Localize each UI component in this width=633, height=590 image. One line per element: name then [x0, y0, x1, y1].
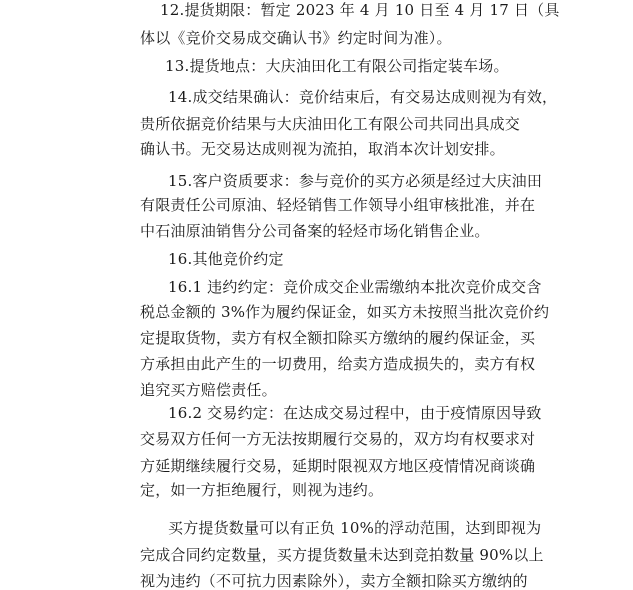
text-line-result-confirmation: 14.成交结果确认：竞价结束后，有交易达成则视为有效， — [168, 88, 558, 106]
text-line-breach-agreement-cont2: 定提取货物，卖方有权全额扣除买方缴纳的履约保证金，买 — [140, 329, 536, 347]
text-line-customer-qualification: 15.客户资质要求：参与竞价的买方必须是经过大庆油田 — [168, 172, 543, 190]
text-line-quantity-tolerance-cont2: 视为违约（不可抗力因素除外），卖方全额扣除买方缴纳的 — [140, 572, 528, 590]
text-line-transaction-agreement-cont1: 交易双方任何一方无法按期履行交易的，双方均有权要求对 — [140, 430, 536, 448]
text-line-transaction-agreement-cont3: 定，如一方拒绝履行，则视为违约。 — [140, 481, 384, 499]
text-line-pickup-period-cont: 体以《竞价交易成交确认书》约定时间为准）。 — [140, 29, 452, 47]
text-line-pickup-location: 13.提货地点：大庆油田化工有限公司指定装车场。 — [165, 57, 509, 75]
text-line-quantity-tolerance: 买方提货数量可以有正负 10%的浮动范围，达到即视为 — [168, 519, 542, 537]
text-line-result-confirmation-cont2: 确认书。无交易达成则视为流拍，取消本次计划安排。 — [140, 140, 505, 158]
text-line-other-agreements-heading: 16.其他竞价约定 — [168, 250, 284, 268]
text-line-transaction-agreement-cont2: 方延期继续履行交易，延期时限视双方地区疫情情况商谈确 — [140, 457, 536, 475]
text-line-breach-agreement: 16.1 违约约定：竞价成交企业需缴纳本批次竞价成交含 — [168, 278, 542, 296]
text-line-result-confirmation-cont1: 贵所依据竞价结果与大庆油田化工有限公司共同出具成交 — [140, 115, 521, 133]
text-line-pickup-period: 12.提货期限：暂定 2023 年 4 月 10 日至 4 月 17 日（具 — [160, 1, 560, 19]
text-line-customer-qualification-cont1: 有限责任公司原油、轻烃销售工作领导小组审核批准，并在 — [140, 196, 536, 214]
text-line-breach-agreement-cont3: 方承担由此产生的一切费用，给卖方造成损失的，卖方有权 — [140, 355, 536, 373]
text-line-transaction-agreement: 16.2 交易约定：在达成交易过程中，由于疫情原因导致 — [168, 404, 542, 422]
text-line-breach-agreement-cont4: 追究买方赔偿责任。 — [140, 381, 277, 399]
text-line-quantity-tolerance-cont1: 完成合同约定数量，买方提货数量未达到竞拍数量 90%以上 — [140, 546, 544, 564]
text-line-breach-agreement-cont1: 税总金额的 3%作为履约保证金，如买方未按照当批次竞价约 — [140, 303, 550, 321]
text-line-customer-qualification-cont2: 中石油原油销售分公司备案的轻烃市场化销售企业。 — [140, 222, 490, 240]
